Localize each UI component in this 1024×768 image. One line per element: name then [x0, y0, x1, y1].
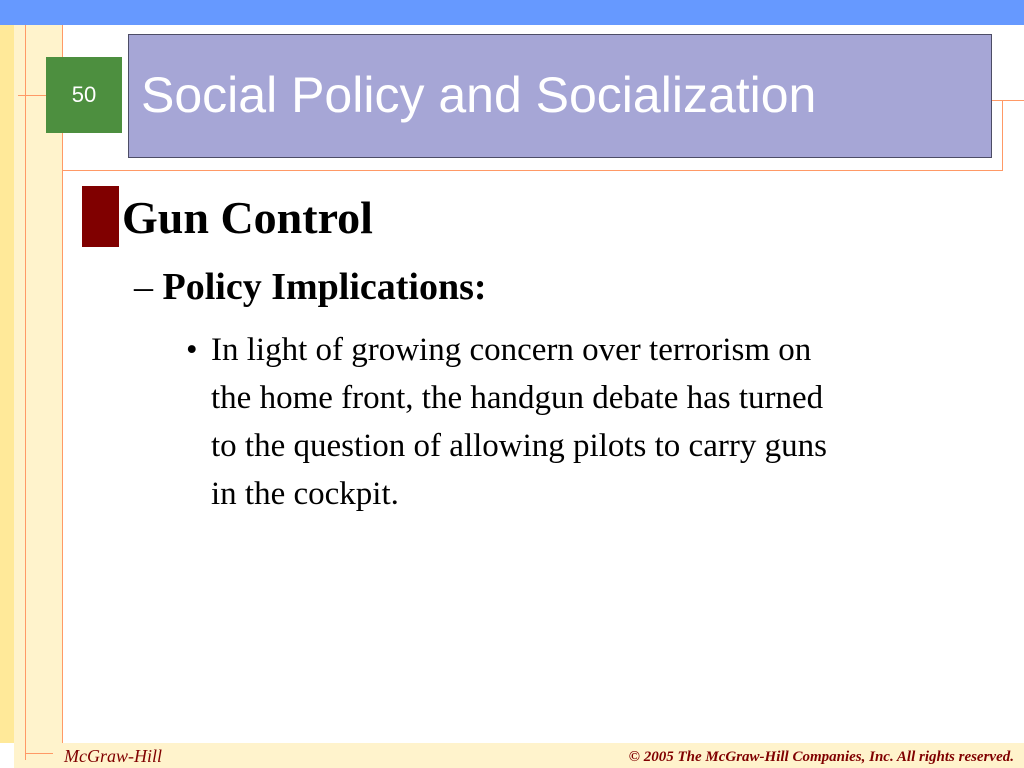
decor-horizontal-line-left: [18, 95, 46, 96]
decor-vertical-line-right: [1002, 100, 1003, 170]
slide-number: 50: [71, 82, 97, 107]
slide-number-badge: [46, 57, 122, 133]
left-decor-band-outer: [0, 25, 14, 743]
bullet-text: In light of growing concern over terrorism on the home front, the handgun debate has turned to the question of allowing pilots to carry guns in the cockpit.: [211, 332, 827, 512]
subheading-text: Policy Implications:: [162, 266, 487, 308]
footer-publisher: McGraw-Hill: [64, 746, 162, 766]
top-accent-bar: [0, 0, 1024, 25]
bullet-dot-icon: •: [186, 332, 198, 368]
bullet-square-icon: [82, 186, 119, 247]
decor-footer-line: [25, 753, 53, 754]
decor-vertical-line-1: [25, 25, 26, 760]
heading-gun-control: Gun Control: [122, 192, 373, 243]
decor-title-underline: [62, 170, 1003, 171]
subheading-policy-implications: [134, 264, 487, 310]
dash-bullet: –: [134, 266, 153, 308]
decor-horizontal-line-right: [992, 100, 1024, 101]
title-box: [128, 34, 992, 158]
slide-title: Social Policy and Socialization: [141, 67, 817, 123]
footer-copyright: © 2005 The McGraw-Hill Companies, Inc. All rights reserved.: [628, 749, 1014, 765]
